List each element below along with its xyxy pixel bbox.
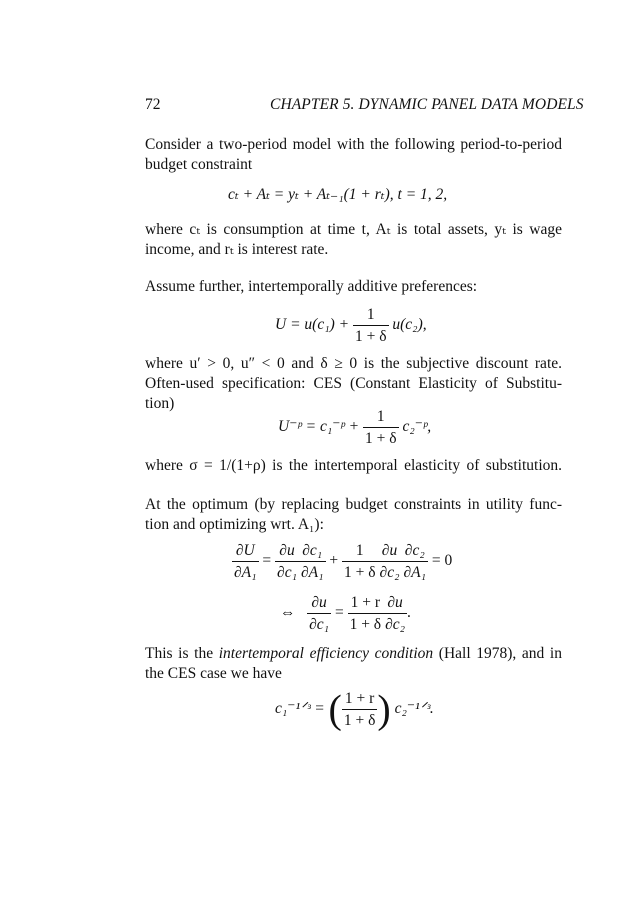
hall-rhs: c₂⁻¹ᐟᶟ. <box>394 700 434 718</box>
p7-text-after: (Hall 1978), and in <box>433 645 562 662</box>
equation-ces-efficiency <box>275 686 434 732</box>
foc-equals: = <box>262 552 272 570</box>
ces-rhs: c₂⁻ᵖ, <box>402 418 432 436</box>
right-paren: ) <box>377 686 391 732</box>
paragraph-6-line-2: tion and optimizing wrt. A₁): <box>145 516 324 533</box>
left-paren: ( <box>328 686 342 732</box>
foc-plus: + <box>329 552 339 570</box>
fraction-numerator: ∂u <box>378 542 402 562</box>
paragraph-2-line-2: income, and rₜ is interest rate. <box>145 241 329 258</box>
paragraph-7-line-2: the CES case we have <box>145 665 282 682</box>
euler-fraction-c <box>383 594 407 633</box>
fraction-numerator: 1 + r <box>342 690 378 710</box>
equation-first-order-condition <box>232 542 452 581</box>
paragraph-4-line-3: tion) <box>145 395 175 412</box>
euler-equals: = <box>334 604 344 622</box>
utility-fraction <box>353 306 389 345</box>
hall-fraction <box>342 690 378 729</box>
fraction-denominator: ∂A₁ <box>403 564 427 581</box>
fraction-denominator: 1 + δ <box>354 328 387 345</box>
fraction-numerator: 1 <box>342 542 378 562</box>
fraction-denominator: ∂A₁ <box>300 564 324 581</box>
utility-rhs: u(c₂), <box>392 316 427 334</box>
paragraph-4-line-1: where u′ > 0, u″ < 0 and δ ≥ 0 is the subjective discount rate. <box>145 355 562 372</box>
foc-fraction-b <box>275 542 299 581</box>
paragraph-3-line-1: Assume further, intertemporally additive preferences: <box>145 278 478 295</box>
page-number: 72 <box>145 96 161 113</box>
paragraph-7-line-1 <box>145 645 562 663</box>
foc-fraction-c <box>299 542 326 581</box>
fraction-numerator: ∂c₂ <box>401 542 428 562</box>
foc-fraction-d <box>342 542 378 581</box>
fraction-numerator: ∂u <box>307 594 331 614</box>
equation-budget-constraint: cₜ + Aₜ = yₜ + Aₜ₋₁(1 + rₜ), t = 1, 2, <box>228 186 448 203</box>
ces-fraction <box>363 408 399 447</box>
paragraph-2-line-1: where cₜ is consumption at time t, Aₜ is total assets, yₜ is wage <box>145 221 562 238</box>
equation-utility <box>275 306 427 345</box>
paragraph-6-line-1: At the optimum (by replacing budget constraints in utility func- <box>145 496 562 513</box>
fraction-numerator: ∂U <box>232 542 259 562</box>
p7-text-before: This is the <box>145 645 219 662</box>
fraction-numerator: ∂c₁ <box>299 542 326 562</box>
fraction-denominator: 1 + δ <box>349 616 382 633</box>
paragraph-1-line-1: Consider a two-period model with the following period-to-period <box>145 136 562 153</box>
hall-lhs: c₁⁻¹ᐟᶟ = <box>275 700 325 718</box>
utility-lhs: U = u(c₁) + <box>275 316 350 334</box>
fraction-numerator: 1 <box>363 408 399 428</box>
euler-fraction-a <box>307 594 331 633</box>
foc-fraction-f <box>401 542 428 581</box>
fraction-denominator: 1 + δ <box>344 564 376 581</box>
paragraph-4-line-2: Often-used specification: CES (Constant Elasticity of Substitu- <box>145 375 562 392</box>
fraction-denominator: ∂c₁ <box>309 616 330 633</box>
equation-euler <box>280 594 411 633</box>
foc-fraction-a <box>232 542 259 581</box>
foc-fraction-e <box>378 542 402 581</box>
equation-ces <box>278 408 431 447</box>
paragraph-5-line-1: where σ = 1/(1+ρ) is the intertemporal elasticity of substitution. <box>145 457 562 474</box>
ces-lhs: U⁻ᵖ = c₁⁻ᵖ + <box>278 418 360 436</box>
euler-fraction-b <box>348 594 384 633</box>
fraction-denominator: ∂c₁ <box>277 564 297 581</box>
p7-italic-term: intertemporal efficiency condition <box>218 645 434 662</box>
foc-zero: = 0 <box>431 552 453 570</box>
fraction-denominator: ∂c₂ <box>385 616 406 633</box>
chapter-title: CHAPTER 5. DYNAMIC PANEL DATA MODELS <box>270 96 584 113</box>
paragraph-1-line-2: budget constraint <box>145 156 253 173</box>
fraction-denominator: ∂c₂ <box>379 564 400 581</box>
fraction-denominator: 1 + δ <box>343 712 376 729</box>
fraction-numerator: ∂u <box>383 594 407 614</box>
fraction-numerator: 1 + r <box>348 594 384 614</box>
fraction-numerator: ∂u <box>275 542 299 562</box>
euler-period: . <box>407 604 411 622</box>
fraction-numerator: 1 <box>353 306 389 326</box>
fraction-denominator: 1 + δ <box>365 430 397 447</box>
fraction-denominator: ∂A₁ <box>234 564 257 581</box>
iff-symbol: ⇔ <box>280 604 296 622</box>
